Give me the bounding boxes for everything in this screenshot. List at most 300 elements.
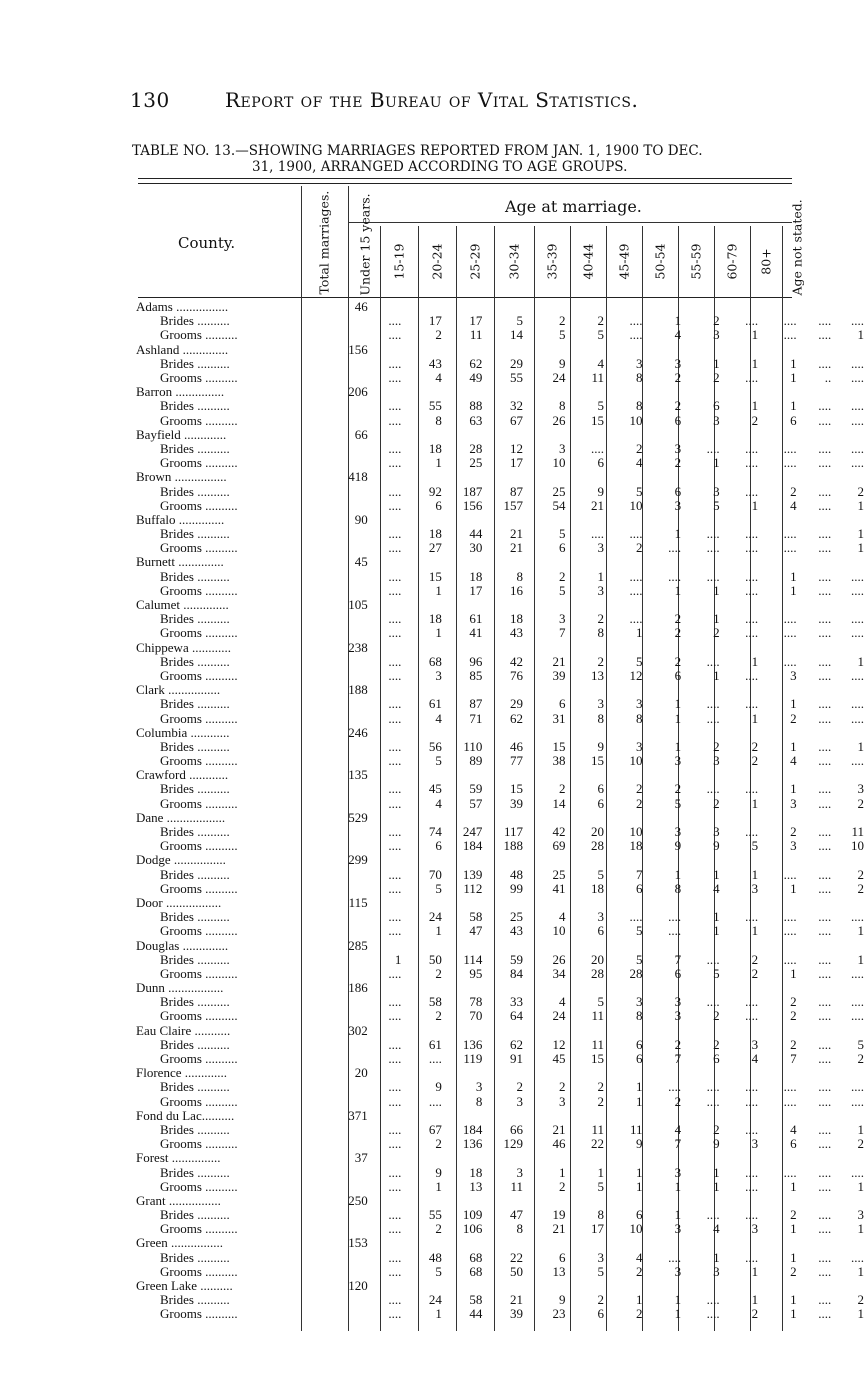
table-cell: .... [388, 1009, 402, 1024]
table-cell [526, 938, 568, 952]
row-label: Brides .......... [160, 1122, 230, 1137]
table-cell: .... [706, 782, 720, 797]
table-cell: .... [818, 966, 832, 981]
table-cell: 2 [674, 1094, 682, 1109]
table-cell: 14 [510, 328, 524, 343]
table-cell [834, 683, 867, 697]
table-cell: .... [818, 839, 832, 854]
table-cell: 8 [636, 1009, 643, 1024]
table-cell [800, 1279, 835, 1293]
table-cell: 22 [591, 1137, 604, 1152]
table-cell [607, 683, 646, 697]
table-cell: 68 [469, 1250, 483, 1265]
table-cell: .... [851, 456, 864, 471]
table-cell: .... [818, 527, 832, 542]
table-cell: .... [783, 527, 797, 542]
table-cell [834, 1151, 867, 1165]
table-cell: 89 [469, 754, 483, 769]
table-cell: 2 [857, 796, 864, 811]
table-cell: 43 [510, 626, 524, 641]
table-cell: .... [668, 910, 682, 925]
county-row [136, 938, 867, 952]
table-cell: 3 [636, 739, 643, 754]
table-title [132, 143, 812, 175]
table-cell: 18 [591, 881, 604, 896]
table-cell [684, 1024, 723, 1038]
table-cell: 48 [510, 867, 524, 882]
table-cell [568, 1194, 607, 1208]
county-name: Forest ............... [136, 1151, 221, 1166]
table-cell: 1 [857, 1222, 864, 1237]
table-row [136, 995, 867, 1009]
table-cell: 3 [674, 1222, 682, 1237]
table-cell [445, 428, 486, 442]
table-cell: 2 [857, 1137, 864, 1152]
table-cell [723, 726, 762, 740]
total-cell: 250 [348, 1193, 368, 1208]
table-cell: 106 [462, 1222, 483, 1237]
table-cell: .... [818, 739, 832, 754]
table-cell [800, 981, 835, 995]
age-column-header [570, 226, 606, 296]
total-cell [326, 1251, 372, 1265]
total-cell [326, 953, 372, 967]
table-cell: .... [851, 399, 864, 414]
table-cell: 3 [597, 541, 604, 556]
table-cell: 2 [597, 1094, 604, 1109]
table-cell: 74 [428, 824, 442, 840]
table-cell: 4 [674, 1122, 682, 1137]
table-cell: .... [783, 654, 797, 669]
table-cell [485, 1109, 526, 1123]
table-cell [800, 811, 835, 825]
table-cell: .... [388, 1051, 402, 1067]
table-cell: 2 [713, 626, 720, 641]
total-cell [326, 967, 372, 981]
table-row [136, 456, 867, 470]
table-cell: 3 [558, 441, 566, 456]
row-label: Brides .......... [160, 995, 230, 1010]
row-label: Brides .......... [160, 484, 230, 499]
total-cell [326, 711, 372, 725]
table-cell: 10 [629, 1222, 643, 1237]
table-cell [372, 470, 405, 484]
table-cell: .... [851, 441, 864, 456]
total-cell [326, 314, 372, 328]
table-cell: 2 [636, 541, 643, 556]
table-cell: 7 [790, 1051, 797, 1067]
table-cell [834, 470, 867, 484]
table-cell: 5 [674, 796, 682, 811]
table-cell: 1 [636, 626, 643, 641]
table-row [136, 1222, 867, 1236]
table-cell [800, 1024, 835, 1038]
table-cell: .... [818, 654, 832, 669]
table-cell: .... [851, 966, 864, 981]
table-cell [684, 981, 723, 995]
row-label: Grooms .......... [160, 1009, 238, 1024]
table-cell: 3 [475, 1080, 483, 1095]
table-cell: .... [745, 1080, 759, 1095]
table-cell: 1 [790, 1250, 797, 1265]
table-cell: 1 [713, 583, 720, 598]
table-cell: 3 [790, 796, 797, 811]
running-title: Report of the Bureau of Vital Statistics. [225, 88, 639, 112]
total-cell: 115 [348, 895, 368, 910]
table-cell [372, 811, 405, 825]
table-cell [761, 300, 800, 314]
table-cell: 2 [857, 881, 864, 896]
table-cell: .... [388, 1080, 402, 1095]
table-cell: 6 [597, 1307, 604, 1322]
table-cell: 2 [597, 314, 604, 329]
table-cell: 28 [591, 839, 604, 854]
table-cell: 1 [674, 739, 682, 754]
total-cell: 299 [348, 853, 368, 868]
row-label: Grooms .......... [160, 1051, 238, 1067]
table-cell: 1 [751, 796, 759, 811]
table-cell: .... [706, 995, 720, 1010]
county-row [136, 300, 867, 314]
total-cell: 135 [348, 768, 368, 783]
table-cell [485, 1236, 526, 1250]
header-rule [138, 297, 792, 298]
age-column-header [534, 226, 570, 296]
table-cell: 13 [469, 1179, 483, 1194]
table-cell: 2 [558, 1179, 566, 1194]
table-cell: .... [706, 1094, 720, 1109]
table-cell [761, 1109, 800, 1123]
table-cell [526, 981, 568, 995]
table-cell: 1 [394, 952, 402, 967]
table-cell: 31 [552, 711, 566, 726]
table-cell: .... [783, 328, 797, 343]
table-cell [568, 513, 607, 527]
table-cell: 4 [790, 754, 797, 769]
table-row [136, 1293, 867, 1307]
table-cell: 1 [636, 1293, 643, 1308]
table-cell: .... [388, 824, 402, 840]
total-cell [326, 399, 372, 413]
table-cell: .... [388, 1293, 402, 1308]
table-cell: .... [851, 1165, 864, 1180]
table-row [136, 414, 867, 428]
table-cell: 1 [790, 966, 797, 981]
table-cell: 25 [510, 910, 524, 925]
table-cell: 8 [674, 881, 682, 896]
table-cell: 1 [790, 399, 797, 414]
table-cell: .... [388, 782, 402, 797]
table-cell: .. [824, 370, 832, 386]
table-cell: 3 [713, 484, 720, 499]
age-column-header [642, 226, 678, 296]
table-cell [684, 768, 723, 782]
table-cell: .... [851, 668, 864, 683]
table-cell: 45 [552, 1051, 566, 1067]
row-label: Brides .......... [160, 1080, 230, 1095]
county-name: Crawford ............ [136, 768, 229, 783]
table-cell: 3 [713, 413, 720, 428]
total-cell [326, 1123, 372, 1137]
table-cell [646, 343, 685, 357]
running-header [130, 88, 638, 112]
table-cell [834, 300, 867, 314]
table-cell: .... [818, 1080, 832, 1095]
table-cell [485, 896, 526, 910]
table-cell [761, 343, 800, 357]
table-cell: 50 [510, 1264, 524, 1279]
table-cell [800, 768, 835, 782]
table-cell: 76 [510, 668, 524, 683]
table-cell [761, 1066, 800, 1080]
table-cell [607, 385, 646, 399]
table-cell: .... [388, 839, 402, 854]
table-cell: .... [388, 413, 402, 428]
table-cell [568, 938, 607, 952]
table-cell [568, 470, 607, 484]
table-cell: 1 [713, 612, 720, 627]
table-cell [761, 1151, 800, 1165]
table-cell: .... [745, 1094, 759, 1109]
table-cell: .... [706, 952, 720, 967]
table-cell [404, 641, 444, 655]
table-cell [485, 1066, 526, 1080]
table-cell [723, 981, 762, 995]
table-cell [372, 896, 405, 910]
table-cell: .... [668, 1080, 682, 1095]
total-cell [326, 868, 372, 882]
table-cell: 15 [591, 413, 604, 428]
county-name: Dane .................. [136, 810, 226, 825]
table-cell: 3 [790, 668, 797, 683]
table-cell [800, 938, 835, 952]
table-cell [834, 981, 867, 995]
table-cell: 1 [751, 356, 759, 371]
row-label: Brides .......... [160, 399, 230, 414]
table-cell: 1 [435, 583, 442, 598]
table-cell [485, 555, 526, 569]
table-cell: 3 [751, 1137, 759, 1152]
table-cell [526, 428, 568, 442]
table-cell [761, 385, 800, 399]
table-cell: 9 [713, 839, 720, 854]
table-cell: 7 [674, 1137, 682, 1152]
table-cell: 1 [674, 867, 682, 882]
total-cell [326, 797, 372, 811]
table-cell [568, 641, 607, 655]
table-cell: 92 [428, 484, 442, 499]
table-cell [800, 726, 835, 740]
age-column-label: 35-39 [544, 242, 560, 280]
table-cell: 2 [713, 796, 720, 811]
table-cell: .... [706, 711, 720, 726]
age-column-label: 80+ [758, 247, 774, 275]
table-row [136, 499, 867, 513]
table-cell: .... [388, 881, 402, 896]
table-cell: 1 [597, 1165, 604, 1180]
table-cell: .... [783, 441, 797, 456]
table-cell: 2 [857, 484, 864, 499]
table-cell: 29 [510, 356, 524, 371]
table-cell: 3 [674, 754, 682, 769]
table-cell: .... [745, 612, 759, 627]
table-cell: 11 [469, 328, 483, 343]
table-cell: 8 [636, 370, 643, 386]
table-cell: 1 [713, 867, 720, 882]
county-name: Clark ................ [136, 683, 221, 698]
table-cell [404, 853, 444, 867]
table-cell: 139 [462, 867, 483, 882]
table-cell [372, 385, 405, 399]
table-cell: 55 [428, 399, 442, 414]
table-cell: .... [818, 1165, 832, 1180]
table-cell: 24 [552, 370, 566, 386]
table-cell: .... [706, 441, 720, 456]
table-row [136, 910, 867, 924]
total-cell [326, 1165, 372, 1179]
table-cell: .... [818, 924, 832, 939]
table-cell: 1 [713, 456, 720, 471]
table-row [136, 1180, 867, 1194]
table-cell: .... [388, 1307, 402, 1322]
table-cell: 1 [790, 1179, 797, 1194]
table-cell [526, 768, 568, 782]
table-cell: 6 [435, 839, 442, 854]
table-cell [404, 811, 444, 825]
table-cell: 96 [469, 654, 483, 669]
age-group-rule [348, 222, 792, 223]
table-cell: .... [388, 754, 402, 769]
table-cell: 2 [558, 1080, 566, 1095]
table-cell [834, 1024, 867, 1038]
table-cell: 2 [674, 654, 682, 669]
table-cell: .... [428, 1051, 442, 1067]
table-cell: 44 [469, 1307, 483, 1322]
table-cell [372, 641, 405, 655]
row-label: Grooms .......... [160, 796, 238, 811]
table-cell [834, 343, 867, 357]
table-cell: 58 [469, 1293, 483, 1308]
table-cell: 2 [751, 739, 759, 754]
table-cell: .... [745, 569, 759, 584]
table-cell: 3 [713, 328, 720, 343]
table-cell: 5 [597, 1264, 604, 1279]
table-cell [723, 1194, 762, 1208]
table-cell: 1 [857, 527, 864, 542]
total-cell: 120 [348, 1278, 368, 1294]
table-cell: .... [783, 910, 797, 925]
table-cell: 87 [510, 484, 524, 499]
table-cell: 1 [636, 1094, 643, 1109]
table-cell: 39 [510, 796, 524, 811]
table-cell: .... [783, 612, 797, 627]
table-cell: 15 [591, 754, 604, 769]
county-name: Green Lake .......... [136, 1278, 233, 1294]
age-column-label: 55-59 [688, 242, 704, 280]
table-cell [761, 598, 800, 612]
table-title-line2: 31, 1900, ARRANGED ACCORDING TO AGE GROUPS. [252, 159, 628, 175]
age-column-label: Age not stated. [789, 198, 805, 295]
table-cell [526, 1066, 568, 1080]
table-cell: 1 [751, 1264, 759, 1279]
row-label: Brides .......... [160, 1208, 230, 1223]
table-cell [761, 1024, 800, 1038]
table-row [136, 626, 867, 640]
table-cell [684, 811, 723, 825]
table-row [136, 328, 867, 342]
table-cell [404, 428, 444, 442]
table-cell: .... [818, 995, 832, 1010]
table-cell: 12 [552, 1037, 566, 1052]
table-cell: .... [629, 569, 643, 584]
table-cell [485, 343, 526, 357]
table-cell: 3 [751, 881, 759, 896]
table-cell [723, 938, 762, 952]
table-cell: 2 [674, 1037, 682, 1052]
total-cell [326, 570, 372, 584]
table-cell [800, 1151, 835, 1165]
table-cell: .... [629, 612, 643, 627]
table-cell: .... [745, 441, 759, 456]
table-cell [485, 853, 526, 867]
table-cell: 7 [558, 626, 566, 641]
table-cell: 11 [630, 1122, 643, 1137]
table-row [136, 1165, 867, 1179]
row-label: Grooms .......... [160, 541, 238, 556]
table-cell: 59 [510, 952, 524, 967]
table-cell: 187 [462, 484, 483, 499]
table-cell: .... [706, 1208, 720, 1223]
table-cell: .... [818, 1222, 832, 1237]
table-cell: .... [818, 867, 832, 882]
table-cell: 6 [636, 1051, 643, 1067]
table-cell: 2 [713, 739, 720, 754]
table-cell: 2 [435, 966, 442, 981]
table-row [136, 754, 867, 768]
table-cell: 2 [790, 824, 797, 840]
table-cell: .... [706, 569, 720, 584]
table-cell: 1 [674, 583, 682, 598]
total-cell: 246 [348, 725, 368, 740]
table-cell: 57 [469, 796, 483, 811]
total-cell [326, 910, 372, 924]
total-cell [326, 442, 372, 456]
table-cell: 3 [674, 824, 682, 840]
table-cell [800, 896, 835, 910]
table-cell [526, 1279, 568, 1293]
table-cell: .... [629, 910, 643, 925]
table-cell: .... [745, 668, 759, 683]
table-row [136, 1265, 867, 1279]
table-row [136, 484, 867, 498]
table-cell [607, 1066, 646, 1080]
table-cell: 18 [469, 569, 483, 584]
table-cell: 3 [713, 754, 720, 769]
table-cell: .... [818, 824, 832, 840]
table-cell [684, 896, 723, 910]
row-label: Brides .......... [160, 910, 230, 925]
table-cell: 3 [435, 668, 442, 683]
table-cell: 88 [469, 399, 483, 414]
table-cell: 24 [428, 1293, 442, 1308]
total-cell: 206 [348, 385, 368, 400]
table-cell: 21 [552, 1122, 566, 1137]
table-cell: 2 [751, 952, 759, 967]
county-name: Calumet .............. [136, 597, 229, 613]
table-cell [684, 1194, 723, 1208]
table-cell [646, 981, 685, 995]
table-cell [761, 981, 800, 995]
